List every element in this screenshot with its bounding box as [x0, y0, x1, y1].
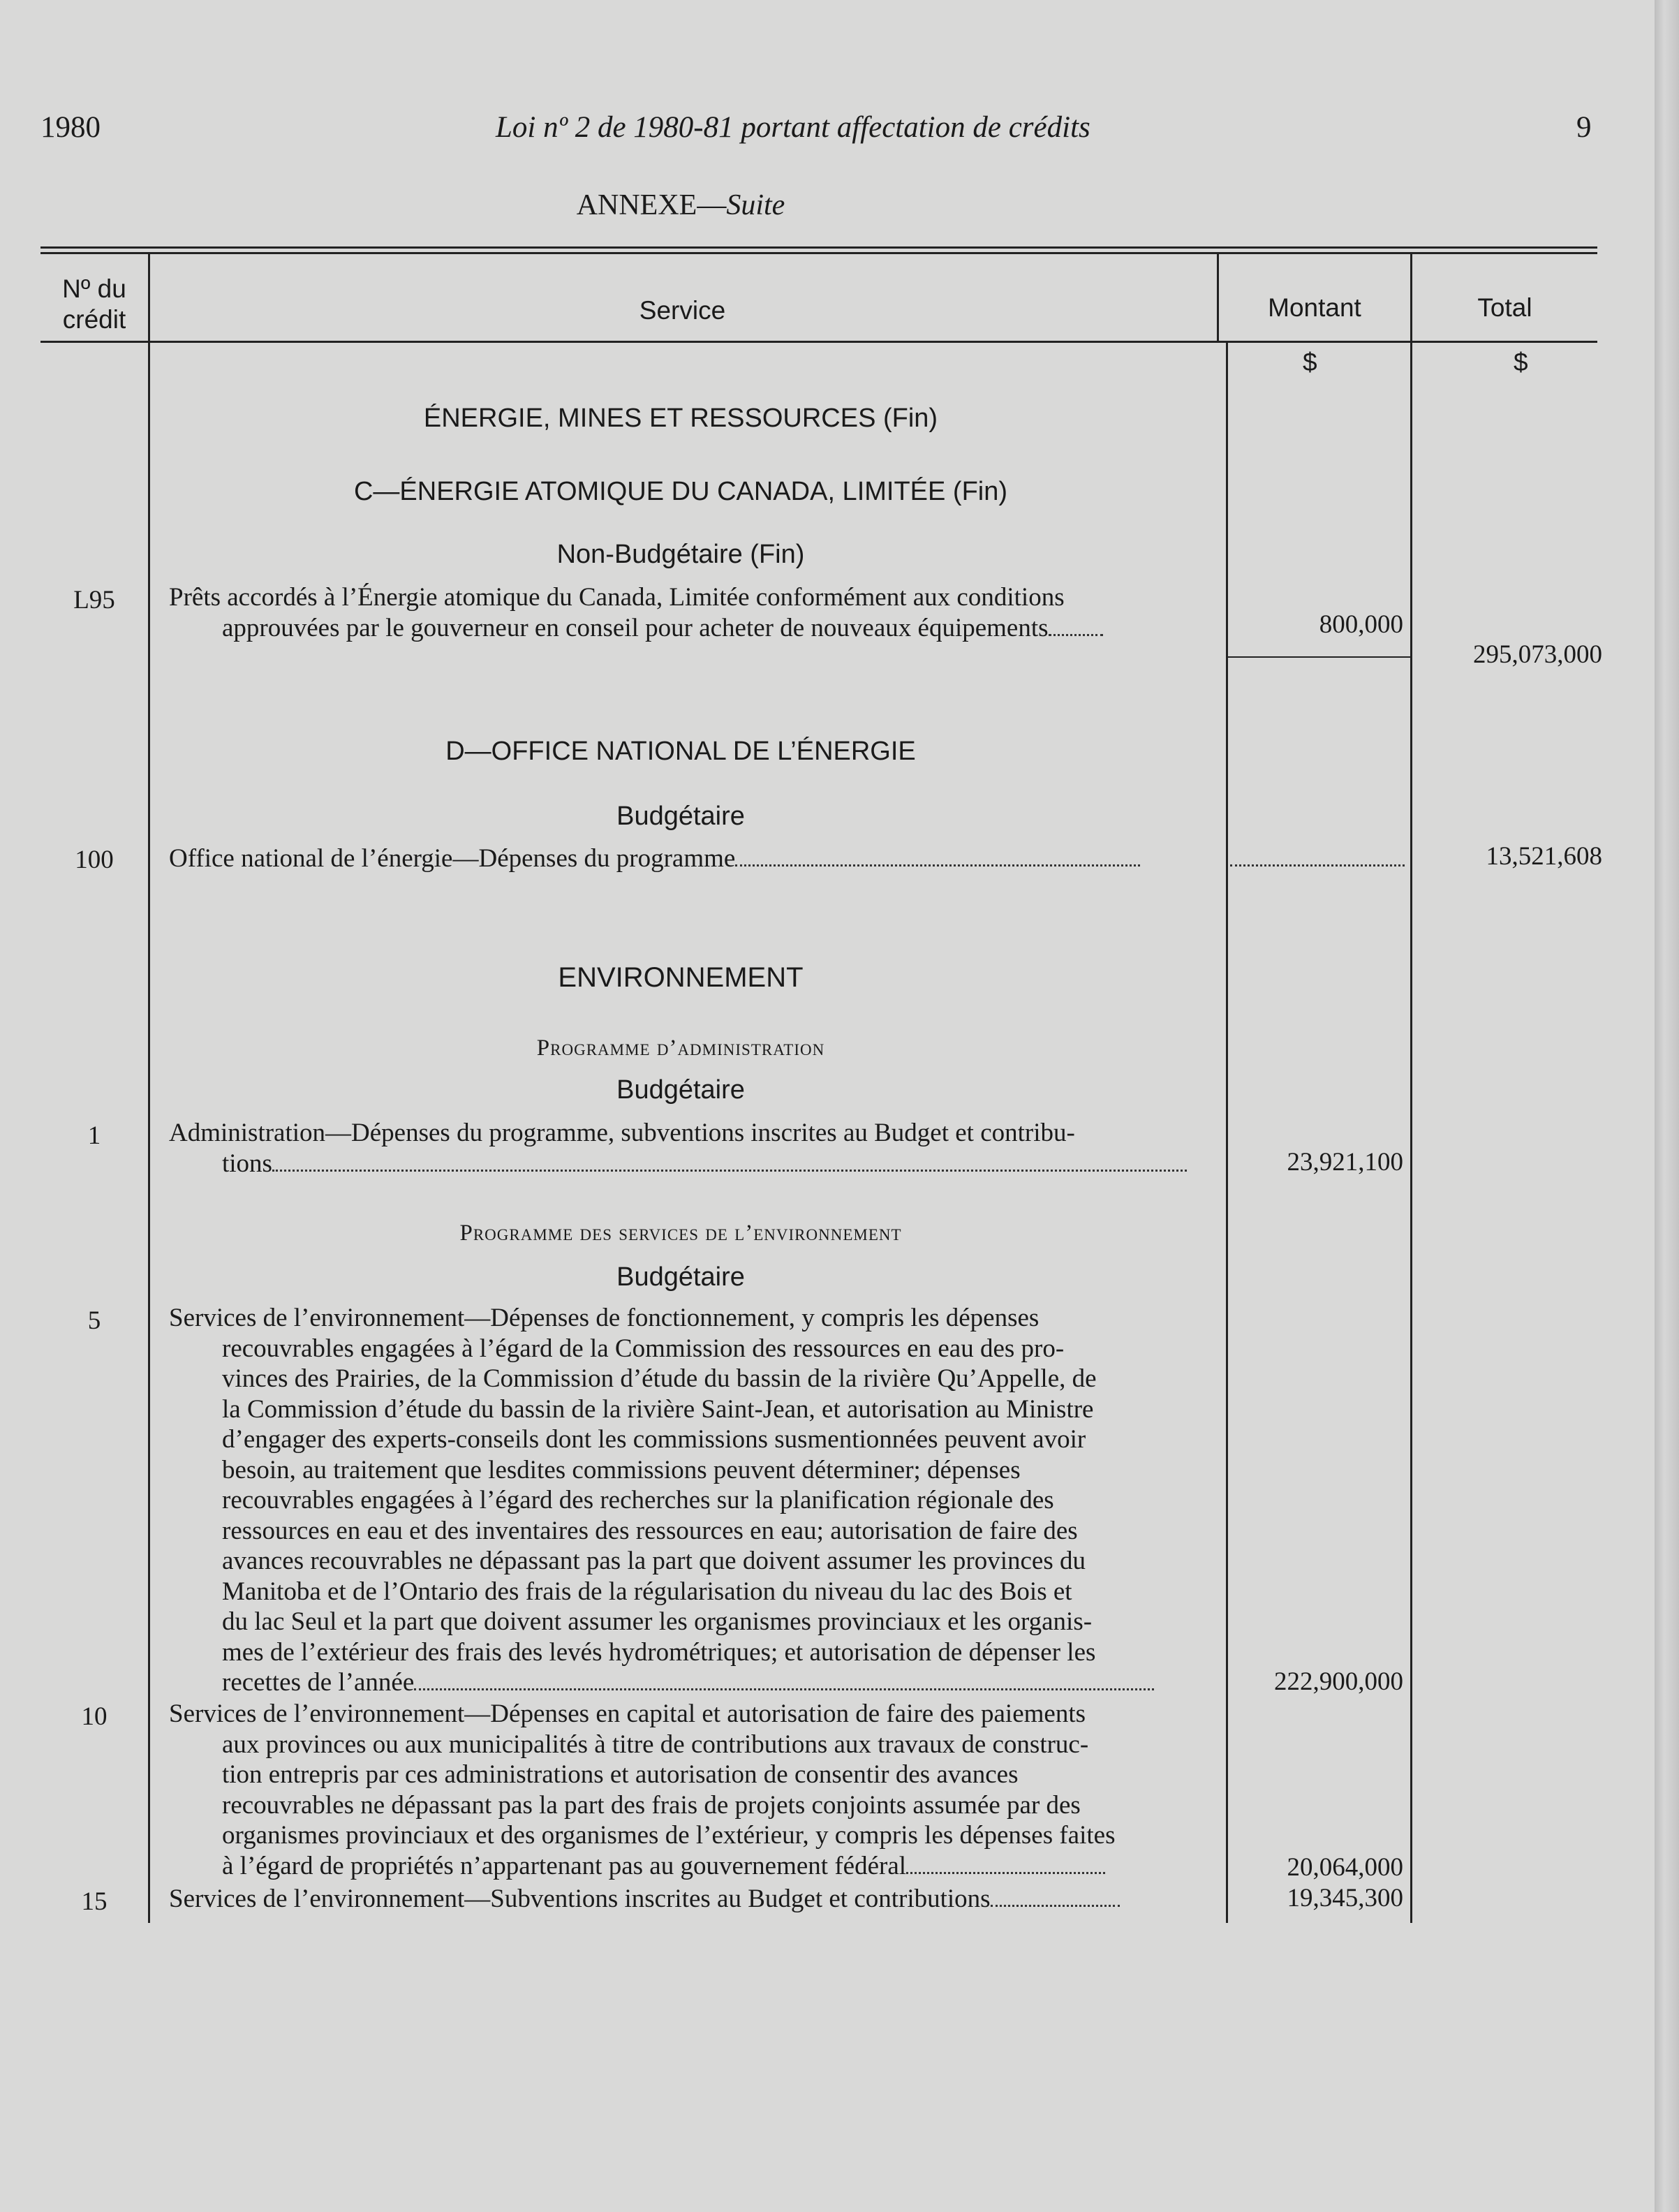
row-10-line6-wrap: [169, 1851, 1209, 1882]
row-l95-line1: Prêts accordés à l’Énergie atomique du Canada, Limitée conformément aux conditions: [169, 583, 1065, 612]
credit-number: L95: [73, 586, 115, 614]
credit-column-header: [42, 274, 147, 335]
annex-suffix: Suite: [726, 189, 785, 221]
row-15-description: [169, 1884, 1209, 1915]
row-5-line12: mes de l’extérieur des frais des levés hydrométriques; et autorisation de dépenser les: [222, 1637, 1096, 1667]
row-100-text: Office national de l’énergie—Dépenses du programme: [169, 844, 736, 873]
page-edge: [1655, 0, 1679, 2212]
annex-label: ANNEXE—: [576, 189, 727, 221]
row-1-line2-wrap: [169, 1149, 1209, 1179]
row-5-line5: d’engager des experts-conseils dont les commissions susmentionnées peuvent avoir: [222, 1425, 1086, 1454]
row-100-description: [169, 843, 1209, 874]
table-top-rule-1: [40, 246, 1597, 249]
row-l95-line2-wrap: [169, 613, 1209, 644]
row-10-montant: 20,064,000: [1287, 1853, 1403, 1882]
row-5-line3: vinces des Prairies, de la Commission d’étude du bassin de la rivière Qu’Appelle, de: [222, 1364, 1097, 1393]
section-aecl-subtitle: Non-Budgétaire (Fin): [556, 540, 805, 569]
row-5-description: [169, 1303, 1209, 1698]
credit-number: 15: [81, 1887, 108, 1916]
row-l95-line2: approuvées par le gouverneur en conseil pour acheter de nouveaux équipements: [222, 613, 1049, 642]
credit-header-line1: Nº du: [62, 274, 126, 303]
section-aecl-title: C—ÉNERGIE ATOMIQUE DU CANADA, LIMITÉE (Fin): [353, 477, 1008, 506]
credit-number: 100: [75, 846, 114, 874]
row-1-line2: tions: [222, 1149, 272, 1178]
row-l95-description: [169, 582, 1209, 643]
credit-number: 10: [81, 1702, 108, 1731]
credit-number: 1: [87, 1121, 101, 1150]
row-10-line2: aux provinces ou aux municipalités à titre de contributions aux travaux de construc-: [222, 1730, 1089, 1759]
subtotal-rule: [1226, 656, 1412, 658]
row-10-description: [169, 1699, 1209, 1881]
row-10-line4: recouvrables ne dépassant pas la part des frais de projets conjoints assumée par des: [222, 1790, 1081, 1820]
row-10-line3: tion entrepris par ces administrations et autorisation de consentir des avances: [222, 1760, 1019, 1789]
row-5-line1: Services de l’environnement—Dépenses de fonctionnement, y compris les dépenses: [169, 1304, 1040, 1332]
row-5-line11: du lac Seul et la part que doivent assumer les organismes provinciaux et les organis-: [222, 1607, 1093, 1636]
row-5-line8: ressources en eau et des inventaires des ressources en eau; autorisation de faire des: [222, 1516, 1078, 1545]
montant-column-header: Montant: [1268, 293, 1361, 322]
dot-leader: [414, 1688, 1154, 1690]
montant-column-right-divider: [1410, 342, 1412, 1923]
row-1-line1: Administration—Dépenses du programme, subventions inscrites au Budget et contribu-: [169, 1119, 1075, 1147]
dot-leader: [906, 1872, 1105, 1874]
row-10-line5: organismes provinciaux et des organismes de l’extérieur, y compris les dépenses faites: [222, 1821, 1116, 1850]
section-env-title: ENVIRONNEMENT: [558, 962, 804, 993]
row-10-line6: à l’égard de propriétés n’appartenant pas au gouvernement fédéral: [222, 1851, 907, 1880]
table-header-rule: [40, 341, 1597, 343]
total-column-header: Total: [1477, 293, 1532, 322]
row-l95-montant: 800,000: [1319, 610, 1403, 639]
program-envserv-title: Programme des services de l’environnement: [459, 1221, 902, 1246]
program-admin-subtitle: Budgétaire: [616, 1075, 745, 1105]
dot-leader: [272, 1170, 1187, 1172]
row-100-total: 13,521,608: [1486, 842, 1602, 871]
row-5-line9: avances recouvrables ne dépassant pas la part que doivent assumer les provinces du: [222, 1547, 1086, 1575]
row-5-line4: la Commission d’étude du bassin de la rivière Saint-Jean, et autorisation au Ministre: [222, 1394, 1094, 1424]
credit-number: 5: [87, 1306, 101, 1335]
annex-title: [0, 189, 1361, 222]
row-1-description: [169, 1118, 1209, 1179]
row-10-line1: Services de l’environnement—Dépenses en capital et autorisation de faire des paiements: [169, 1699, 1086, 1728]
program-admin-title: Programme d’administration: [536, 1035, 825, 1061]
row-l95-total: 295,073,000: [1473, 640, 1602, 669]
header-year: 1980: [40, 111, 101, 144]
page-number: 9: [1576, 111, 1592, 144]
row-1-montant: 23,921,100: [1287, 1148, 1403, 1177]
row-5-line13-wrap: [169, 1667, 1209, 1698]
dot-leader: [735, 864, 1140, 867]
montant-column-left-divider: [1226, 342, 1228, 1923]
montant-currency: $: [1303, 348, 1317, 376]
row-15-montant: 19,345,300: [1287, 1884, 1403, 1912]
row-5-line13: recettes de l’année: [222, 1668, 415, 1697]
total-currency: $: [1514, 348, 1528, 376]
row-5-montant: 222,900,000: [1274, 1667, 1403, 1696]
row-5-line6: besoin, au traitement que lesdites commissions peuvent déterminer; dépenses: [222, 1455, 1021, 1484]
section-neb-subtitle: Budgétaire: [616, 802, 745, 831]
row-5-line7: recouvrables engagées à l’égard des recherches sur la planification régionale des: [222, 1486, 1054, 1514]
row-15-text: Services de l’environnement—Subventions inscrites au Budget et contributions: [169, 1885, 991, 1913]
dot-leader: [1049, 634, 1103, 636]
dot-leader: [991, 1905, 1120, 1907]
credit-header-line2: crédit: [62, 305, 126, 334]
service-column-header: Service: [639, 296, 726, 325]
section-energy-title: ÉNERGIE, MINES ET RESSOURCES (Fin): [423, 404, 938, 433]
section-neb-title: D—OFFICE NATIONAL DE L’ÉNERGIE: [445, 737, 916, 766]
montant-dot-leader: [1230, 864, 1405, 867]
row-5-line2: recouvrables engagées à l’égard de la Commission des ressources en eau des pro-: [222, 1334, 1065, 1363]
header-title: Loi nº 2 de 1980-81 portant affectation de crédits: [496, 111, 1090, 144]
row-5-line10: Manitoba et de l’Ontario des frais de la régularisation du niveau du lac des Bois et: [222, 1577, 1072, 1606]
program-envserv-subtitle: Budgétaire: [616, 1262, 745, 1292]
table-top-rule-2: [40, 252, 1597, 254]
